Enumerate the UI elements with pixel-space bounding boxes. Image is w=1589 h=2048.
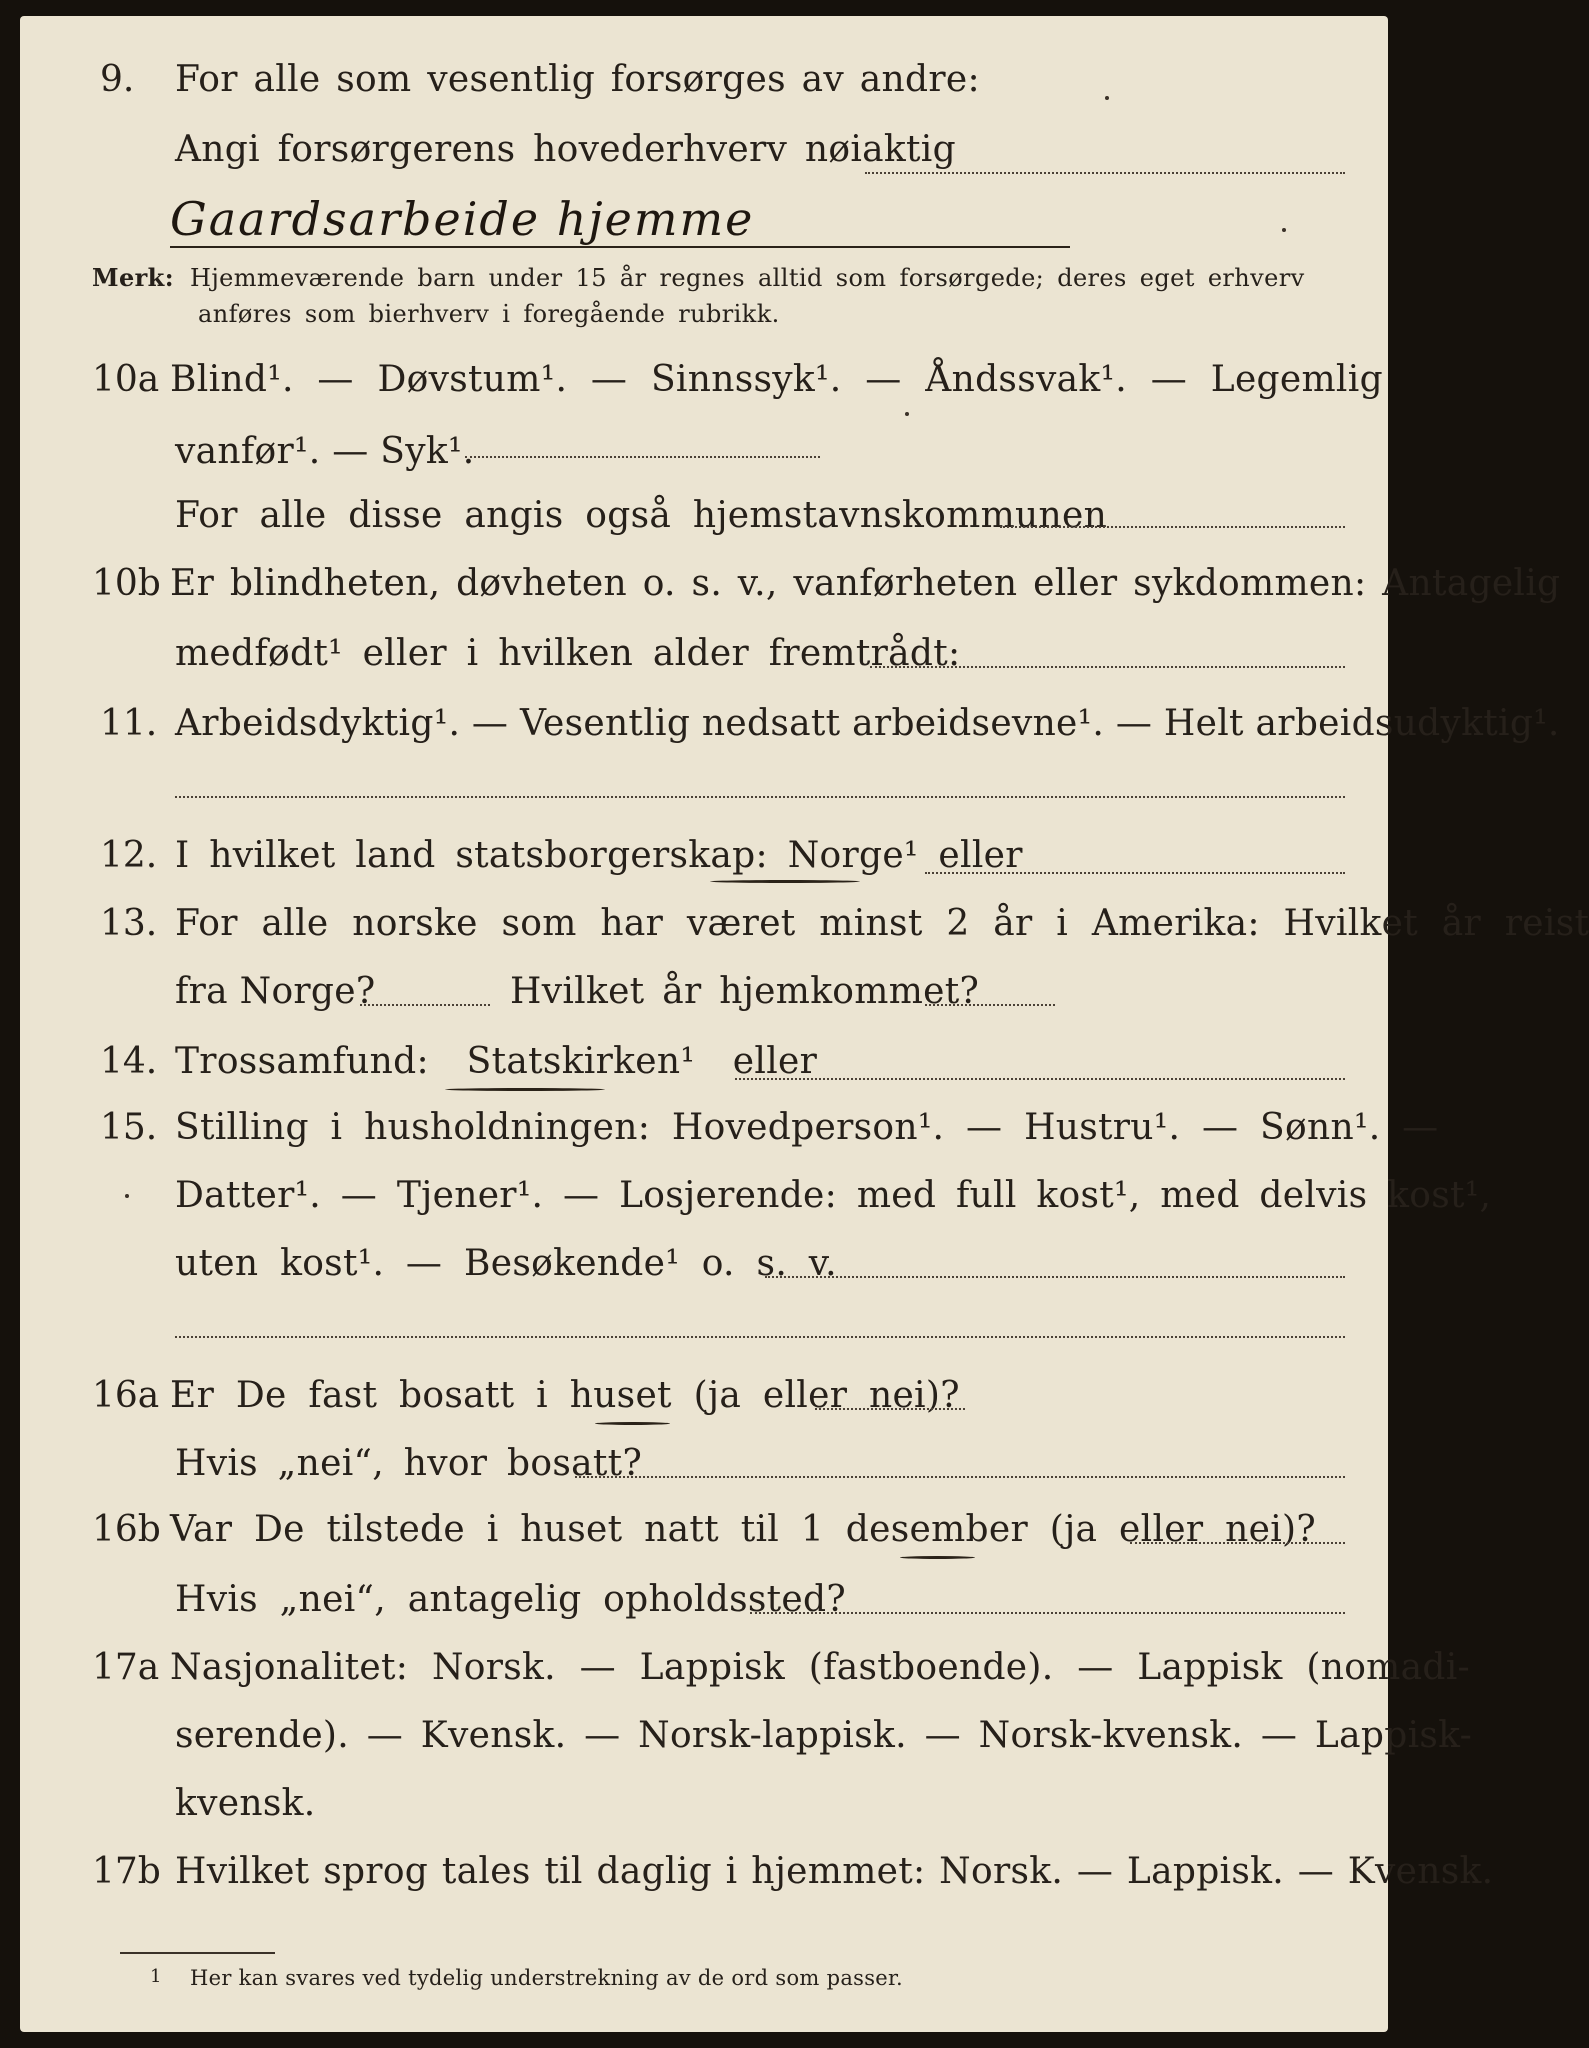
q16a-line1: Er De fast bosatt i huset (ja eller nei)?	[170, 1375, 960, 1416]
q16b-sted-dots	[750, 1612, 1345, 1614]
item-number-17b: 17b	[92, 1851, 161, 1892]
q11-line1: Arbeidsdyktig¹. — Vesentlig nedsatt arbeidsevne¹. — Helt arbeidsudyktig¹.	[175, 703, 1560, 744]
q16b-line1: Var De tilstede i huset natt til 1 desember (ja eller nei)?	[170, 1509, 1316, 1550]
q9-line1: For alle som vesentlig forsørges av andre:	[175, 59, 980, 100]
paper-speck	[905, 412, 909, 416]
item-number-12: 12.	[100, 835, 158, 876]
q16a-bosatt-dots	[575, 1476, 1345, 1478]
q10a-syk-dots	[465, 456, 820, 458]
item-number-9: 9.	[100, 59, 135, 100]
q15-line2: Datter¹. — Tjener¹. — Losjerende: med full kost¹, med delvis kost¹,	[175, 1175, 1492, 1216]
q12-answer-dots	[925, 872, 1345, 874]
item-number-15: 15.	[100, 1107, 158, 1148]
q15-line1: Stilling i husholdningen: Hovedperson¹. — Hustru¹. — Sønn¹. —	[175, 1107, 1439, 1148]
census-form-page	[20, 16, 1589, 2032]
q16a-line2: Hvis „nei“, hvor bosatt?	[175, 1443, 643, 1484]
q10a-line3: For alle disse angis også hjemstavnskommunen	[175, 495, 1108, 536]
paper-speck	[125, 1194, 129, 1198]
item-number-11: 11.	[100, 703, 158, 744]
q16a-answer-dots	[815, 1408, 965, 1410]
item-number-16b: 16b	[92, 1509, 161, 1550]
merk-line2: anføres som bierhverv i foregående rubrikk.	[198, 300, 780, 328]
q15-extra-dots	[175, 1336, 1345, 1338]
q16b-ja-underline	[900, 1556, 975, 1559]
q10a-line2: vanfør¹. — Syk¹.	[175, 431, 475, 472]
q10b-line2: medfødt¹ eller i hvilken alder fremtrådt:	[175, 633, 961, 674]
q10a-line1: Blind¹. — Døvstum¹. — Sinnssyk¹. — Åndssvak¹. — Legemlig	[170, 359, 1383, 400]
merk-line1: Hjemmeværende barn under 15 år regnes alltid som forsørgede; deres eget erhverv	[190, 264, 1305, 292]
q13-line2b: Hvilket år hjemkommet?	[510, 971, 980, 1012]
q10b-answer-dots	[870, 666, 1345, 668]
q13-line1: For alle norske som har været minst 2 år i Amerika: Hvilket år reist	[175, 903, 1589, 944]
footnote-separator	[120, 1952, 275, 1954]
q10a-kommune-dots	[1000, 526, 1345, 528]
item-number-14: 14.	[100, 1041, 158, 1082]
item-number-16a: 16a	[92, 1375, 160, 1416]
q13-line2a: fra Norge?	[175, 971, 376, 1012]
q17a-line3: kvensk.	[175, 1783, 316, 1824]
q16a-ja-underline	[595, 1422, 670, 1425]
footnote-text: Her kan svares ved tydelig understrekning av de ord som passer.	[190, 1966, 904, 1990]
q9-line2: Angi forsørgerens hovederhverv nøiaktig	[175, 129, 956, 170]
q14-statskirken-underline	[445, 1088, 605, 1091]
q15-answer-dots	[765, 1276, 1345, 1278]
q12-line1: I hvilket land statsborgerskap: Norge¹ eller	[175, 835, 1023, 876]
q11-answer-dots	[175, 796, 1345, 798]
q17a-line1: Nasjonalitet: Norsk. — Lappisk (fastboende). — Lappisk (nomadi-	[170, 1647, 1471, 1688]
q9-handwritten-answer: Gaardsarbeide hjemme	[170, 192, 755, 246]
q14-answer-dots	[735, 1078, 1345, 1080]
q13-hjemkommet-dots	[925, 1004, 1055, 1006]
q17a-line2: serende). — Kvensk. — Norsk-lappisk. — Norsk-kvensk. — Lappisk-	[175, 1715, 1473, 1756]
q12-norge-underline	[710, 880, 860, 883]
paper-speck	[1282, 228, 1286, 232]
q14-line1: Trossamfund: Statskirken¹ eller	[175, 1041, 818, 1082]
q16b-answer-dots	[1130, 1542, 1345, 1544]
q9-answer-dots	[865, 172, 1345, 174]
item-number-10b: 10b	[92, 563, 161, 604]
footnote-marker: 1	[150, 1966, 162, 1987]
q16b-line2: Hvis „nei“, antagelig opholdssted?	[175, 1579, 846, 1620]
item-number-10a: 10a	[92, 359, 160, 400]
q10b-line1: Er blindheten, døvheten o. s. v., vanførheten eller sykdommen: Antagelig	[170, 563, 1561, 604]
q9-answer-line	[170, 246, 1070, 248]
merk-label: Merk:	[92, 263, 174, 292]
item-number-13: 13.	[100, 903, 158, 944]
paper-speck	[1105, 96, 1109, 100]
q17b-line1: Hvilket sprog tales til daglig i hjemmet: Norsk. — Lappisk. — Kvensk.	[175, 1851, 1494, 1892]
q15-line3: uten kost¹. — Besøkende¹ o. s. v.	[175, 1243, 837, 1284]
item-number-17a: 17a	[92, 1647, 160, 1688]
q13-reist-dots	[360, 1004, 490, 1006]
